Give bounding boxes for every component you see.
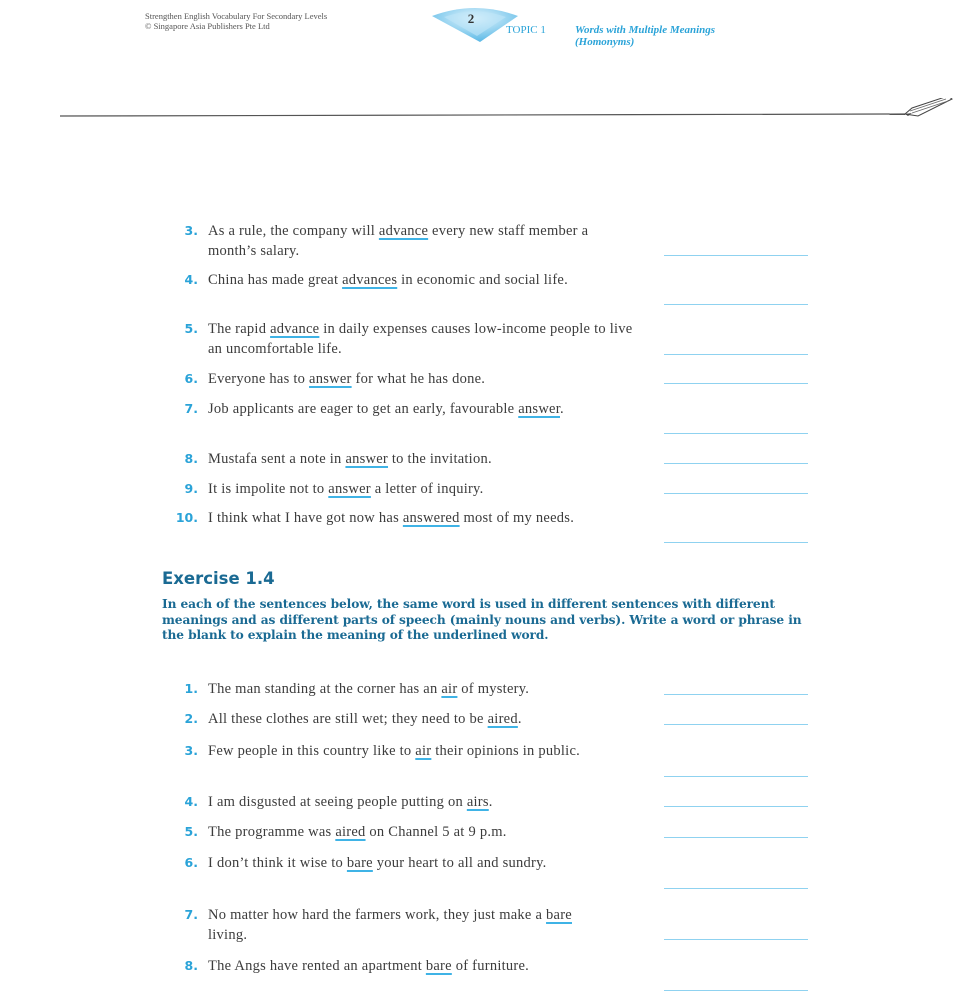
- sentence-after: .: [517, 711, 522, 727]
- item-sentence: [208, 956, 588, 976]
- answer-blank[interactable]: [664, 493, 808, 494]
- underlined-word: answer: [328, 481, 371, 497]
- topic-title-line1: Words with Multiple Meanings: [575, 24, 716, 36]
- exercise-instructions: In each of the sentences below, the same word is used in different sentences with different meanings and as different parts of speech (mainly nouns and verbs). Write a word or phrase in the blank to explain the meaning of the underlined word.: [162, 597, 802, 642]
- answer-blank[interactable]: [664, 383, 808, 384]
- sentence-before: I am disgusted at seeing people putting on: [208, 794, 467, 810]
- item-number: 8.: [184, 958, 198, 973]
- topic-label: TOPIC 1: [506, 24, 546, 36]
- sentence-before: Mustafa sent a note in: [208, 451, 346, 467]
- item-sentence: [208, 369, 648, 389]
- sentence-after: your heart to all and sundry.: [372, 855, 547, 871]
- item-number: 9.: [184, 481, 198, 496]
- item-sentence: [208, 508, 638, 528]
- underlined-word: air: [441, 681, 458, 697]
- item-sentence: [208, 853, 618, 873]
- sentence-after: of furniture.: [451, 958, 530, 974]
- topic-title-line2: (Homonyms): [575, 36, 635, 48]
- item-number: 6.: [184, 855, 198, 870]
- sentence-before: Everyone has to: [208, 371, 310, 387]
- publication-info: [145, 11, 327, 31]
- sentence-before: Job applicants are eager to get an early, favourable: [208, 401, 519, 417]
- answer-blank[interactable]: [664, 939, 808, 940]
- item-sentence: [208, 479, 648, 499]
- sentence-after: most of my needs.: [459, 510, 575, 526]
- answer-blank[interactable]: [664, 542, 808, 543]
- sentence-after: on Channel 5 at 9 p.m.: [365, 824, 507, 840]
- answer-blank[interactable]: [664, 463, 808, 464]
- item-number: 7.: [184, 907, 198, 922]
- item-number: 3.: [184, 743, 198, 758]
- underlined-word: answered: [402, 510, 460, 526]
- item-sentence: [208, 399, 648, 419]
- sentence-after: .: [560, 401, 564, 417]
- sentence-before: As a rule, the company will: [208, 223, 379, 239]
- sentence-after: in economic and social life.: [397, 272, 568, 288]
- sentence-after: living.: [208, 927, 248, 943]
- item-sentence: [208, 792, 648, 812]
- book-title: Strengthen English Vocabulary For Secondary Levels: [145, 11, 328, 21]
- sentence-after: every new staff member a month’s salary.: [208, 223, 589, 259]
- underlined-word: aired: [487, 711, 518, 727]
- item-number: 2.: [184, 711, 198, 726]
- underlined-word: answer: [345, 451, 389, 467]
- answer-blank[interactable]: [664, 806, 808, 807]
- item-number: 3.: [184, 223, 198, 238]
- answer-blank[interactable]: [664, 255, 808, 256]
- item-sentence: [208, 449, 648, 469]
- item-number: 6.: [184, 371, 198, 386]
- underlined-word: bare: [546, 907, 572, 923]
- answer-blank[interactable]: [664, 724, 808, 725]
- answer-blank[interactable]: [664, 694, 808, 695]
- sentence-before: I don’t think it wise to: [208, 855, 347, 871]
- answer-blank[interactable]: [664, 990, 808, 991]
- item-sentence: [208, 679, 648, 699]
- item-number: 10.: [175, 510, 198, 525]
- answer-blank[interactable]: [664, 776, 808, 777]
- sentence-after: their opinions in public.: [431, 743, 581, 759]
- item-sentence: [208, 221, 608, 261]
- sentence-before: The rapid: [208, 321, 271, 337]
- underlined-word: answer: [518, 401, 560, 417]
- sentence-after: .: [488, 794, 493, 810]
- sentence-before: China has made great: [208, 272, 343, 288]
- item-number: 8.: [184, 451, 198, 466]
- answer-blank[interactable]: [664, 837, 808, 838]
- sentence-before: The man standing at the corner has an: [208, 681, 442, 697]
- item-number: 4.: [184, 272, 198, 287]
- underlined-word: bare: [346, 855, 373, 871]
- pencil-icon: [905, 98, 952, 116]
- item-sentence: [208, 741, 638, 761]
- sentence-before: No matter how hard the farmers work, they just make a: [208, 907, 547, 923]
- underlined-word: bare: [425, 958, 452, 974]
- item-number: 7.: [184, 401, 198, 416]
- sentence-before: Few people in this country like to: [208, 743, 416, 759]
- item-sentence: [208, 822, 648, 842]
- copyright: © Singapore Asia Publishers Pte Ltd: [145, 21, 270, 31]
- underlined-word: air: [415, 743, 432, 759]
- item-sentence: [208, 905, 608, 945]
- underlined-word: airs: [466, 794, 489, 810]
- item-number: 5.: [184, 321, 198, 336]
- item-number: 1.: [184, 681, 198, 696]
- answer-blank[interactable]: [664, 433, 808, 434]
- item-number: 5.: [184, 824, 198, 839]
- answer-blank[interactable]: [664, 354, 808, 355]
- page-number: 2: [467, 11, 475, 26]
- sentence-before: I think what I have got now has: [208, 510, 403, 526]
- underlined-word: advance: [378, 223, 429, 239]
- header-rule-with-pencil: [0, 98, 960, 128]
- item-number: 4.: [184, 794, 198, 809]
- item-sentence: [208, 709, 648, 729]
- sentence-after: for what he has done.: [351, 371, 486, 387]
- sentence-before: It is impolite not to: [208, 481, 329, 497]
- underlined-word: aired: [335, 824, 366, 840]
- sentence-before: The Angs have rented an apartment: [208, 958, 426, 974]
- item-sentence: [208, 319, 648, 359]
- sentence-after: of mystery.: [457, 681, 530, 697]
- sentence-after: in daily expenses causes low-income people to live an uncomfortable life.: [208, 321, 633, 357]
- sentence-before: All these clothes are still wet; they need to be: [208, 711, 488, 727]
- underlined-word: advance: [270, 321, 320, 337]
- answer-blank[interactable]: [664, 888, 808, 889]
- topic-title: [575, 24, 715, 48]
- underlined-word: answer: [309, 371, 352, 387]
- underlined-word: advances: [342, 272, 398, 288]
- sentence-after: a letter of inquiry.: [370, 481, 484, 497]
- sentence-after: to the invitation.: [388, 451, 492, 467]
- exercise-title: Exercise 1.4: [162, 569, 275, 588]
- answer-blank[interactable]: [664, 304, 808, 305]
- item-sentence: [208, 270, 628, 290]
- sentence-before: The programme was: [208, 824, 336, 840]
